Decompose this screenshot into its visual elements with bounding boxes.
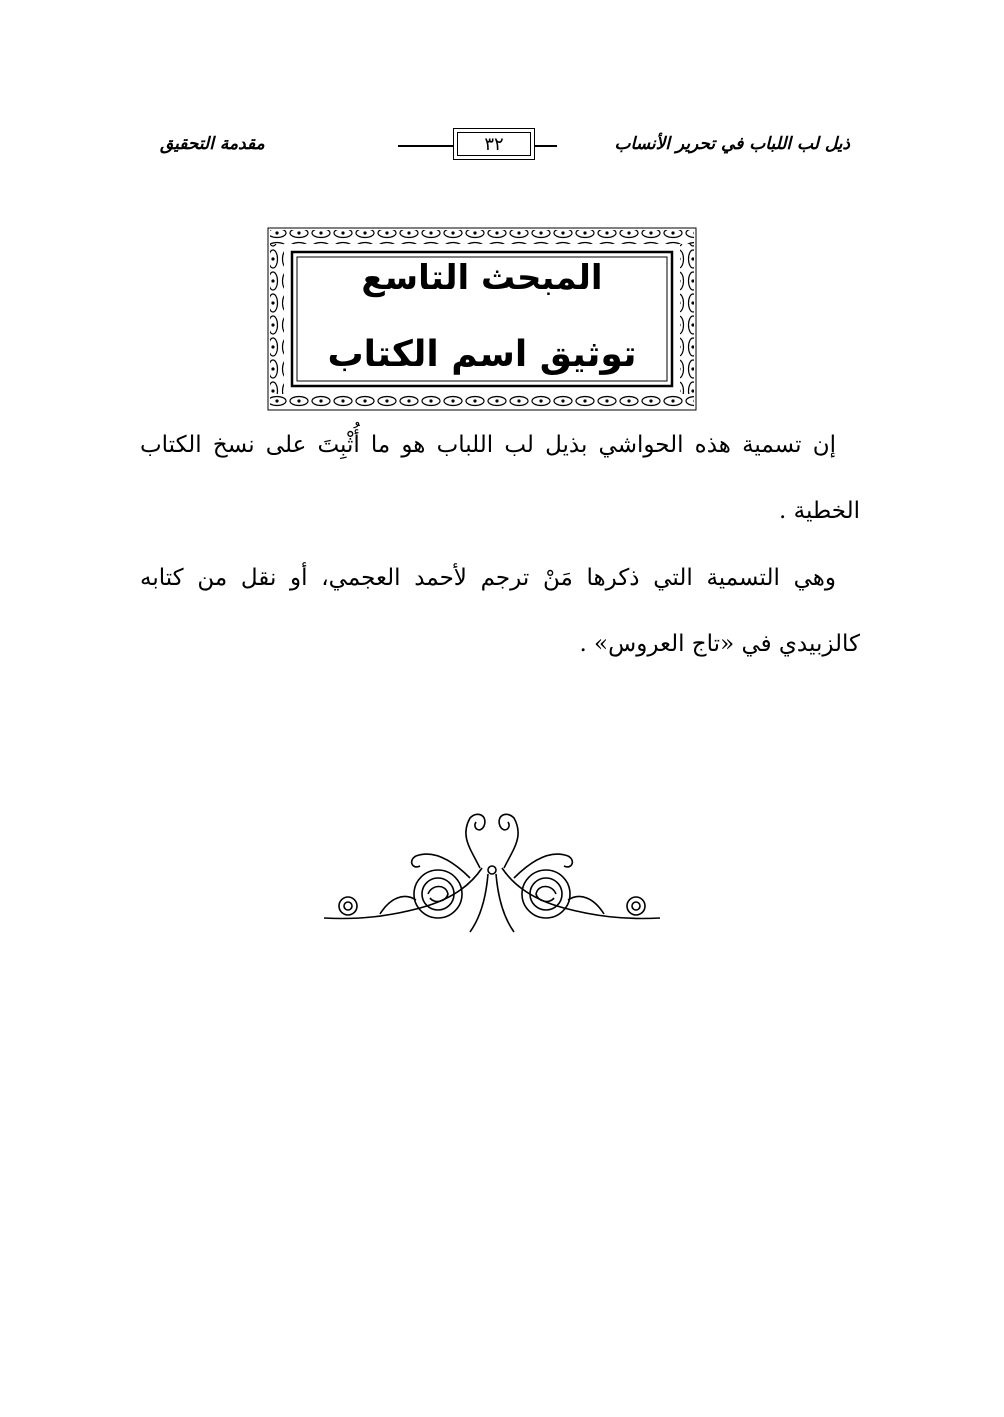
header-book-title: ذيل لب اللباب في تحرير الأنساب <box>614 134 850 154</box>
page-number: ٣٢ <box>484 133 504 155</box>
chapter-title-frame <box>266 226 698 412</box>
ornamental-border-frame <box>266 226 698 412</box>
chapter-heading: المبحث التاسع <box>361 258 603 298</box>
chapter-subheading: توثيق اسم الكتاب <box>327 334 637 375</box>
header-rule-right <box>535 145 557 147</box>
page-number-box <box>453 128 535 160</box>
header-rule-left <box>398 145 453 147</box>
running-header <box>150 128 850 164</box>
body-paragraph-2: وهي التسمية التي ذكرها مَنْ ترجم لأحمد العجمي، أو نقل من كتابه كالزبيدي في «تاج العروس» . <box>140 565 860 657</box>
floral-tailpiece-ornament <box>320 808 664 936</box>
body-paragraph-1: إن تسمية هذه الحواشي بذيل لب اللباب هو ما أُثْبِتَ على نسخ الكتاب الخطية . <box>140 432 860 524</box>
header-section-title: مقدمة التحقيق <box>160 134 265 154</box>
